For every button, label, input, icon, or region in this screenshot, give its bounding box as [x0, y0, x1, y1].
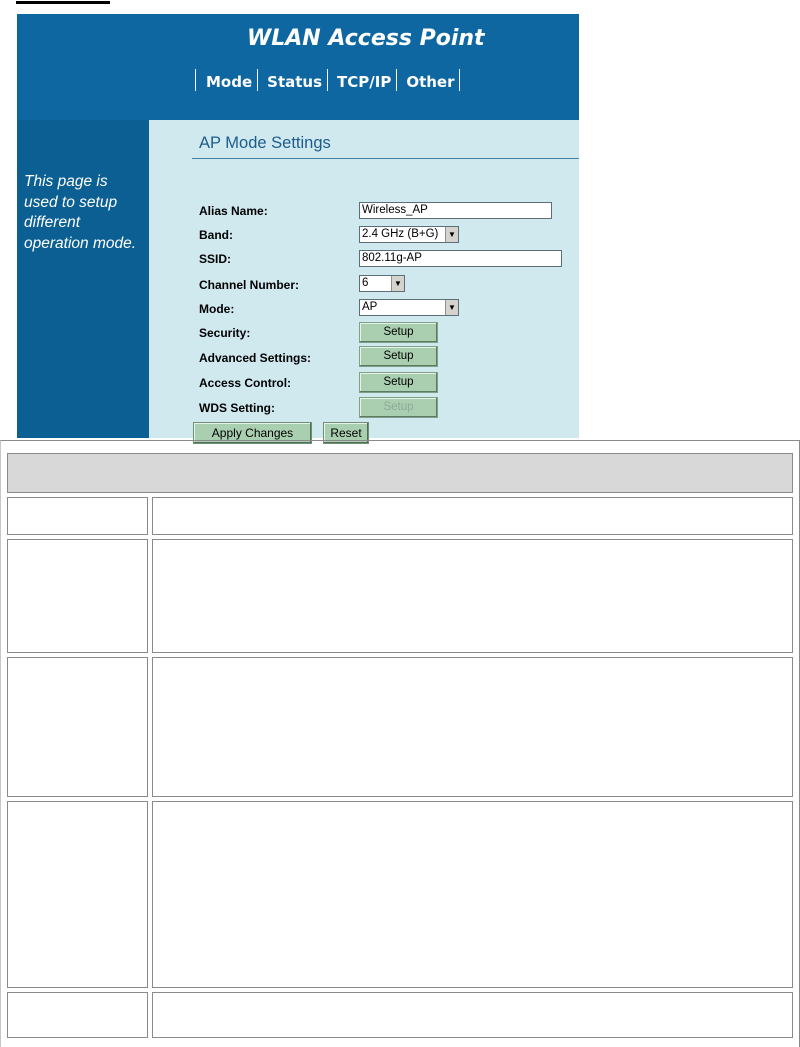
- advanced-setup-button[interactable]: Setup: [359, 346, 438, 367]
- security-setup-button[interactable]: Setup: [359, 322, 438, 343]
- table-row-3-desc: [152, 657, 793, 797]
- ssid-label: SSID:: [199, 252, 232, 266]
- band-label: Band:: [199, 228, 233, 242]
- description-table: [0, 440, 800, 1047]
- table-row-4-desc: [152, 801, 793, 988]
- table-row-2-label: [7, 539, 148, 653]
- wds-label: WDS Setting:: [199, 401, 275, 415]
- top-rule: [16, 1, 110, 4]
- top-nav: [195, 69, 460, 91]
- banner: [17, 14, 579, 120]
- sidebar: [17, 120, 149, 438]
- table-header-row: [7, 453, 793, 493]
- chevron-down-icon[interactable]: ▼: [445, 227, 458, 242]
- channel-value: 6: [362, 277, 369, 289]
- security-label: Security:: [199, 326, 251, 340]
- table-row-1-label: [7, 497, 148, 535]
- nav-tcpip[interactable]: TCP/IP: [327, 69, 396, 91]
- chevron-down-icon[interactable]: ▼: [391, 276, 404, 291]
- nav-status[interactable]: Status: [257, 69, 327, 91]
- reset-button[interactable]: Reset: [323, 422, 369, 444]
- apply-changes-button[interactable]: Apply Changes: [193, 422, 312, 444]
- wds-setup-button[interactable]: Setup: [359, 397, 438, 418]
- table-row-1-desc: [152, 497, 793, 535]
- brand-title: WLAN Access Point: [247, 26, 485, 51]
- mode-label: Mode:: [199, 302, 235, 316]
- access-control-setup-button[interactable]: Setup: [359, 372, 438, 393]
- table-row-5-label: [7, 992, 148, 1038]
- channel-label: Channel Number:: [199, 278, 300, 292]
- table-row-2-desc: [152, 539, 793, 653]
- page-title: AP Mode Settings: [199, 134, 331, 152]
- nav-other[interactable]: Other: [396, 69, 459, 91]
- settings-panel: [149, 120, 579, 438]
- ap-mode-screenshot: [17, 14, 579, 438]
- mode-select[interactable]: [359, 299, 459, 316]
- access-control-label: Access Control:: [199, 376, 292, 390]
- chevron-down-icon[interactable]: ▼: [445, 300, 458, 315]
- table-row-3-label: [7, 657, 148, 797]
- sidebar-description: This page is used to setup different operation mode.: [24, 173, 137, 252]
- title-divider: [192, 158, 579, 159]
- nav-mode[interactable]: Mode: [195, 69, 257, 91]
- band-select[interactable]: [359, 226, 459, 243]
- alias-label: Alias Name:: [199, 204, 268, 218]
- table-row-5-desc: [152, 992, 793, 1038]
- table-row-4-label: [7, 801, 148, 988]
- mode-value: AP: [362, 301, 378, 313]
- channel-select[interactable]: [359, 275, 405, 292]
- alias-input[interactable]: Wireless_AP: [359, 202, 552, 219]
- ssid-input[interactable]: 802.11g-AP: [359, 250, 562, 267]
- band-value: 2.4 GHz (B+G): [362, 228, 439, 240]
- advanced-label: Advanced Settings:: [199, 351, 312, 365]
